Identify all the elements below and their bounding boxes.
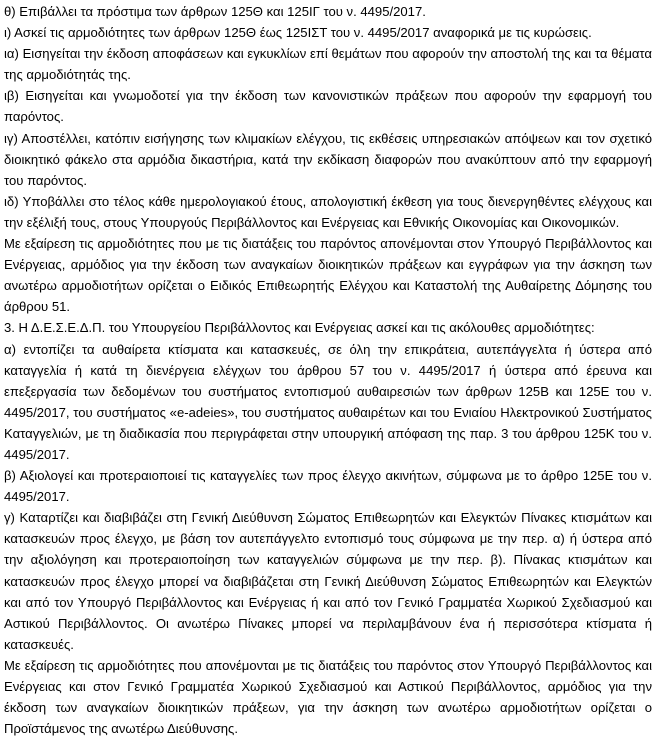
paragraph-section-3: 3. Η Δ.Ε.Σ.Ε.Δ.Π. του Υπουργείου Περιβάλλοντος και Ενέργειας ασκεί και τις ακόλουθες αρμοδιότητες: (4, 320, 595, 336)
paragraph-ia: ια) Εισηγείται την έκδοση αποφάσεων και εγκυκλίων επί θεμάτων που αφορούν την αποστολή της και τα θέματα της αρμοδιότητάς της. (4, 46, 652, 83)
paragraph-iota: ι) Ασκεί τις αρμοδιότητες των άρθρων 125Θ έως 125ΙΣΤ του ν. 4495/2017 αναφορικά με τις κυρώσεις. (4, 25, 592, 41)
document-body (4, 1, 652, 739)
paragraph-exception-director: Με εξαίρεση τις αρμοδιότητες που απονέμονται με τις διατάξεις του παρόντος στον Υπουργό Περιβάλλοντος και Ενέργειας και στον Γενικό Γραμματέα Χωρικού Σχεδιασμού και Αστικού Περιβάλλοντος, αρμόδιος για την έκδοση των αναγκαίων διοικητικών πράξεων, για την άσκηση των ανωτέρω αρμοδιοτήτων ορίζεται ο Προϊστάμενος της ανωτέρω Διεύθυνσης. (4, 657, 652, 737)
paragraph-id: ιδ) Υποβάλλει στο τέλος κάθε ημερολογιακού έτους, απολογιστική έκθεση για τους διενεργηθέντες ελέγχους και την εξέλιξή τους, στους Υπουργούς Περιβάλλοντος και Ενέργειας και Εθνικής Οικονομίας και Οικονομικών. (4, 193, 652, 230)
paragraph-gamma: γ) Καταρτίζει και διαβιβάζει στη Γενική Διεύθυνση Σώματος Επιθεωρητών και Ελεγκτών Πίνακες κτισμάτων και κατασκευών προς έλεγχο, με βάση τον αυτεπάγγελτο εντοπισμό τους σύμφωνα με την περ. α) ή ύστερα από την αξιολόγηση και προτεραιοποίηση των καταγγελιών σύμφωνα με την περ. β). Πίνακας κτισμάτων και κατασκευών προς έλεγχο μπορεί να διαβιβάζεται στη Γενική Διεύθυνση Σώματος Επιθεωρητών και Ελεγκτών και από τον Υπουργό Περιβάλλοντος και Ενέργειας ή και από τον Γενικό Γραμματέα Χωρικού Σχεδιασμού και Αστικού Περιβάλλοντος. Οι ανωτέρω Πίνακες μπορεί να περιλαμβάνουν ένα ή περισσότερα κτίσματα ή κατασκευές. (4, 510, 652, 652)
paragraph-ig: ιγ) Αποστέλλει, κατόπιν εισήγησης των κλιμακίων ελέγχου, τις εκθέσεις υπηρεσιακών απόψεων και τον σχετικό διοικητικό φάκελο στα αρμόδια δικαστήρια, κατά την εκδίκαση διαφορών που ανακύπτουν από την εφαρμογή του παρόντος. (4, 130, 652, 188)
paragraph-theta: θ) Επιβάλλει τα πρόστιμα των άρθρων 125Θ και 125ΙΓ του ν. 4495/2017. (4, 4, 426, 19)
paragraph-ib: ιβ) Εισηγείται και γνωμοδοτεί για την έκδοση των κανονιστικών πράξεων που αφορούν την εφαρμογή του παρόντος. (4, 88, 652, 125)
paragraph-alpha: α) εντοπίζει τα αυθαίρετα κτίσματα και κατασκευές, σε όλη την επικράτεια, αυτεπάγγελτα ή ύστερα από καταγγελία ή κατά τη διενέργεια ελέγχων του άρθρου 57 του ν. 4495/2017 ή ύστερα από έρευνα και επεξεργασία των δεδομένων του συστήματος εντοπισμού αυθαιρεσιών των άρθρων 125Β και 125Ε του ν. 4495/2017, του συστήματος «e-adeies», του συστήματος αυθαιρέτων και του Ενιαίου Ηλεκτρονικού Συστήματος Καταγγελιών, με τη διαδικασία που περιγράφεται στην υπουργική απόφαση της παρ. 3 του άρθρου 125Κ του ν. 4495/2017. (4, 341, 652, 462)
paragraph-beta: β) Αξιολογεί και προτεραιοποιεί τις καταγγελίες των προς έλεγχο ακινήτων, σύμφωνα με το άρθρο 125Ε του ν. 4495/2017. (4, 468, 652, 505)
paragraph-exception-minister: Με εξαίρεση τις αρμοδιότητες που με τις διατάξεις του παρόντος απονέμονται στον Υπουργό Περιβάλλοντος και Ενέργειας, αρμόδιος για την έκδοση των αναγκαίων διοικητικών πράξεων και εγγράφων για την άσκηση των ανωτέρω αρμοδιοτήτων ορίζεται ο Ειδικός Επιθεωρητής Ελέγχου και Καταστολή της Αυθαίρετης Δόμησης του άρθρου 51. (4, 236, 652, 315)
